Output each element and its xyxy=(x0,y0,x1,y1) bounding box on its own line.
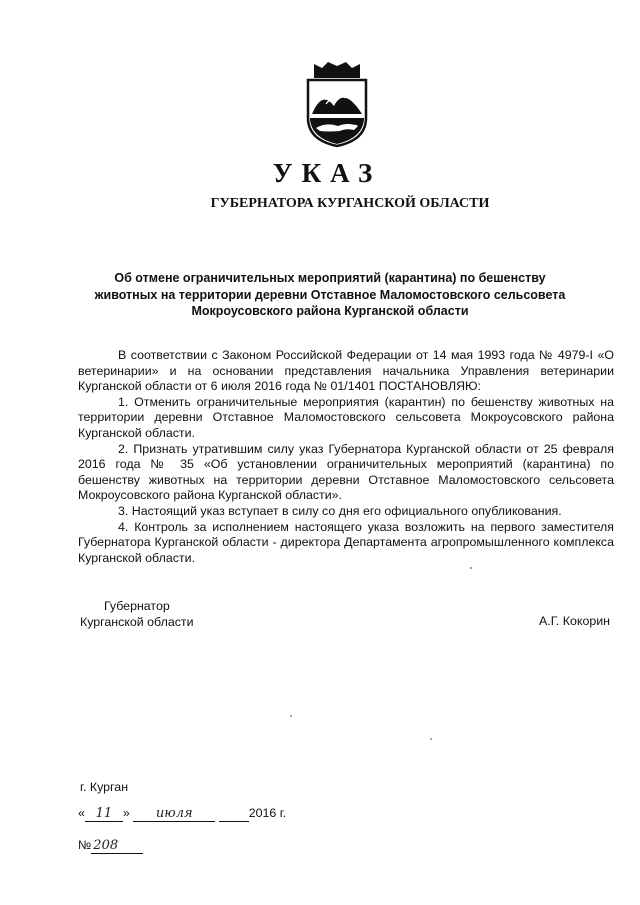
handwritten-number: 208 xyxy=(91,839,143,854)
decree-body xyxy=(78,348,614,566)
scan-speck xyxy=(430,738,432,740)
signatory-position xyxy=(80,598,194,630)
handwritten-day: 11 xyxy=(85,807,123,822)
date-underline xyxy=(219,809,249,822)
document-subtitle: ГУБЕРНАТОРА КУРГАНСКОЙ ОБЛАСТИ xyxy=(210,196,490,211)
coat-of-arms-icon xyxy=(300,60,374,148)
heading-line: Мокроусовского района Курганской области xyxy=(191,304,469,318)
date-year: 2016 г. xyxy=(248,806,287,820)
clause-paragraph: 2. Признать утратившим силу указ Губернатора Курганской области от 25 февраля 2016 года № 35 «Об установлении ограничительных мероприятий (карантина) по бешенству животных на территории деревни Отставное Маломостовского сельсовета Мокроусовского района Курганской области». xyxy=(78,441,614,503)
preamble-paragraph: В соответствии с Законом Российской Федерации от 14 мая 1993 года № 4979-I «О ветеринарии» и на основании представления начальника Управления ветеринарии Курганской области от 6 июля 2016 года № 01/1401 ПОСТАНОВЛЯЮ: xyxy=(78,348,614,394)
heading-line: животных на территории деревни Отставное Маломостовского сельсовета xyxy=(94,287,566,302)
scan-speck xyxy=(290,715,292,717)
clause-paragraph: 1. Отменить ограничительные мероприятия (карантин) по бешенству животных на территории деревни Отставное Маломостовского сельсовета Мокроусовского района Курганской области. xyxy=(78,394,614,440)
decree-heading xyxy=(80,270,580,320)
signatory-name: А.Г. Кокорин xyxy=(539,614,611,628)
clause-paragraph: 3. Настоящий указ вступает в силу со дня его официального опубликования. xyxy=(118,503,562,518)
issue-city: г. Курган xyxy=(80,780,129,794)
date-quote: » xyxy=(122,806,130,820)
date-quote: « xyxy=(78,806,85,820)
scan-speck xyxy=(470,567,472,569)
number-prefix: № xyxy=(78,838,92,852)
clause-paragraph: 4. Контроль за исполнением настоящего указа возложить на первого заместителя Губернатора Курганской области - директора Департамента агропромышленного комплекса Курганской области. xyxy=(78,519,614,565)
handwritten-month: июля xyxy=(133,807,215,822)
position-line: Губернатор xyxy=(104,599,170,613)
issue-date xyxy=(78,806,286,822)
position-line: Курганской области xyxy=(80,615,194,629)
decree-number xyxy=(78,838,143,854)
document-title: УКАЗ xyxy=(272,158,382,188)
heading-line: Об отмене ограничительных мероприятий (карантина) по бешенству xyxy=(114,271,546,285)
